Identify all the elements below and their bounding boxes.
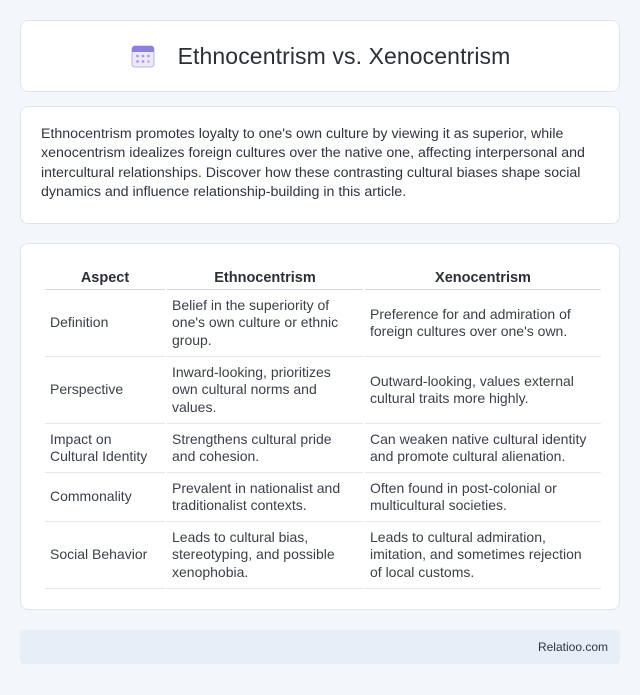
row-xenocentrism: Often found in post-colonial or multicultural societies. [365, 473, 601, 522]
row-xenocentrism: Outward-looking, values external cultural traits more highly. [365, 357, 601, 424]
table-row [45, 290, 601, 357]
intro-card [20, 106, 620, 224]
row-aspect: Social Behavior [45, 522, 165, 589]
header-card [20, 20, 620, 92]
comparison-card [20, 243, 620, 610]
table-row [45, 357, 601, 424]
intro-paragraph: Ethnocentrism promotes loyalty to one's own culture by viewing it as superior, while xenocentrism idealizes foreign cultures over the native one, affecting interpersonal and intercultural relationships. Discover how these contrasting cultural biases shape social dynamics and influence relationship-building in this article. [41, 126, 585, 201]
header-ethnocentrism: Ethnocentrism [167, 266, 363, 290]
row-ethnocentrism: Prevalent in nationalist and traditionalist contexts. [167, 473, 363, 522]
row-ethnocentrism: Leads to cultural bias, stereotyping, and possible xenophobia. [167, 522, 363, 589]
table-row [45, 473, 601, 522]
row-ethnocentrism: Inward-looking, prioritizes own cultural norms and values. [167, 357, 363, 424]
calendar-grid-icon [130, 43, 156, 69]
header-aspect: Aspect [45, 266, 165, 290]
row-ethnocentrism: Belief in the superiority of one's own culture or ethnic group. [167, 290, 363, 357]
header [130, 43, 511, 70]
table-row [45, 522, 601, 589]
page-title: Ethnocentrism vs. Xenocentrism [177, 42, 511, 69]
row-aspect: Definition [45, 290, 165, 357]
table-header-row [45, 266, 601, 290]
row-xenocentrism: Can weaken native cultural identity and promote cultural alienation. [365, 424, 601, 473]
row-xenocentrism: Leads to cultural admiration, imitation, and sometimes rejection of local customs. [365, 522, 601, 589]
footer-brand: Relatioo.com [537, 640, 608, 654]
footer-bar [20, 630, 620, 664]
row-aspect: Perspective [45, 357, 165, 424]
table-row [45, 424, 601, 473]
row-aspect: Impact on Cultural Identity [45, 424, 165, 473]
row-xenocentrism: Preference for and admiration of foreign cultures over one's own. [365, 290, 601, 357]
row-aspect: Commonality [45, 473, 165, 522]
comparison-table [43, 266, 603, 589]
row-ethnocentrism: Strengthens cultural pride and cohesion. [167, 424, 363, 473]
header-xenocentrism: Xenocentrism [365, 266, 601, 290]
